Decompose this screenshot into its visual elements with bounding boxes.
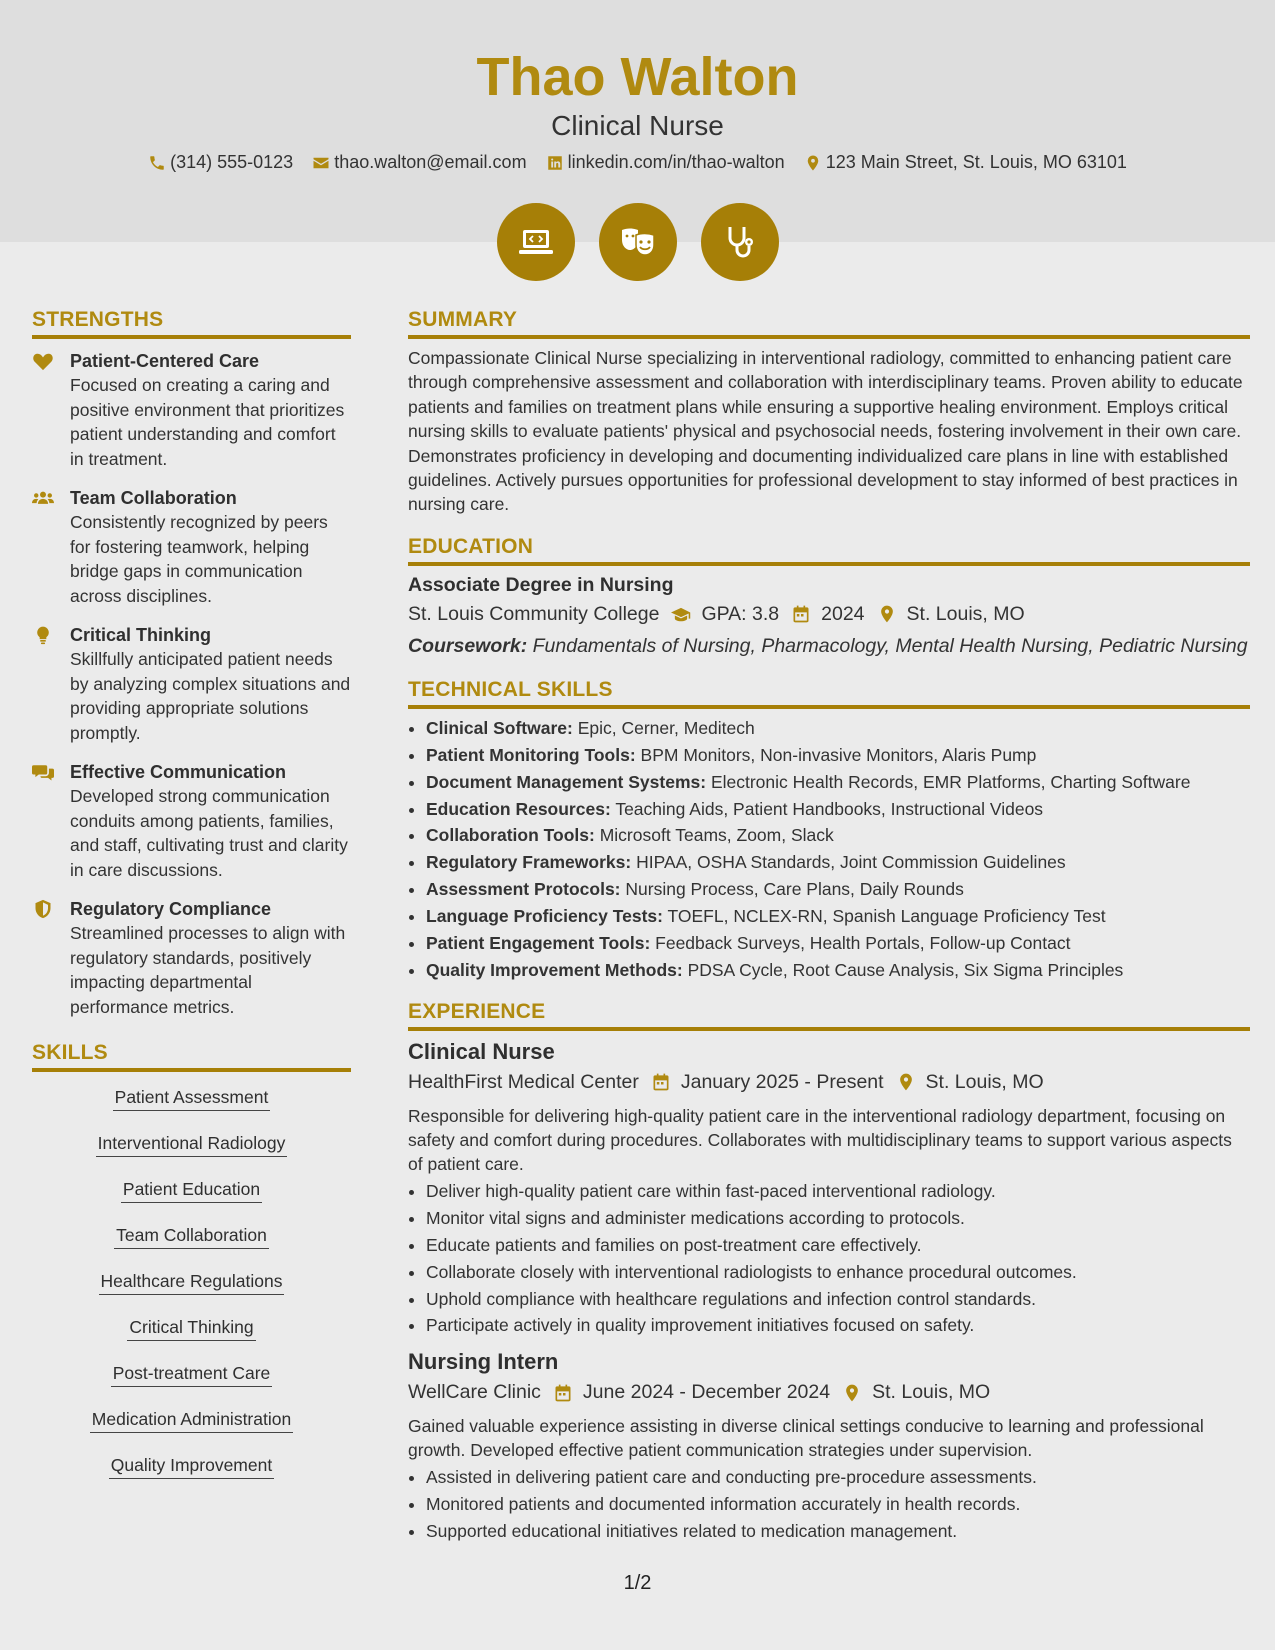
- job-bullets: [408, 1178, 1250, 1339]
- calendar-icon: [651, 1072, 671, 1092]
- summary-text: Compassionate Clinical Nurse specializing in interventional radiology, committed to enhancing patient care through comprehensive assessment and collaboration with interdisciplinary teams. Proven ability to educate patients and families on treatment plans while ensuring a supportive healing environment. Employs critical nursing skills to evaluate patients' physical and psychosocial needs, fostering involvement in their own care. Demonstrates proficiency in developing and documenting individualized care plans in line with established guidelines. Actively pursues opportunities for professional development to stay informed of best practices in nursing care.: [408, 348, 1243, 515]
- page-number: 1/2: [623, 1572, 652, 1594]
- strength-title: Patient-Centered Care: [70, 351, 260, 371]
- company-name: WellCare Clinic: [408, 1381, 541, 1404]
- strength-desc: Streamlined processes to align with regulatory standards, positively impacting departmental performance metrics.: [70, 923, 346, 1017]
- users-icon: [32, 488, 54, 508]
- tech-skill-item: • Document Management Systems: Electronic Health Records, EMR Platforms, Charting Software: [426, 769, 1250, 796]
- skills-heading: SKILLS: [32, 1041, 351, 1072]
- tech-skill-item: • Education Resources: Teaching Aids, Patient Handbooks, Instructional Videos: [426, 796, 1250, 823]
- envelope-icon: [312, 154, 330, 172]
- job-location: St. Louis, MO: [872, 1381, 991, 1404]
- skill-item: Medication Administration: [90, 1408, 293, 1433]
- calendar-icon: [553, 1383, 573, 1403]
- degree-title: Associate Degree in Nursing: [408, 573, 674, 596]
- gpa-text: GPA: 3.8: [701, 602, 780, 625]
- job-meta: [408, 1381, 1250, 1404]
- skills-list: [32, 1086, 351, 1479]
- tech-skill-item: • Regulatory Frameworks: HIPAA, OSHA Standards, Joint Commission Guidelines: [426, 849, 1250, 876]
- strength-item: [32, 623, 351, 745]
- job-title: Nursing Intern: [408, 1349, 559, 1375]
- map-marker-icon: [804, 154, 822, 172]
- linkedin-text: linkedin.com/in/thao-walton: [567, 152, 785, 172]
- job-bullet: • Participate actively in quality improvement initiatives focused on safety.: [426, 1312, 1250, 1339]
- strength-title: Critical Thinking: [70, 625, 212, 645]
- education-heading: EDUCATION: [408, 535, 1250, 566]
- job-entry: [408, 1039, 1250, 1339]
- candidate-title: Clinical Nurse: [551, 110, 724, 141]
- job-title: Clinical Nurse: [408, 1038, 555, 1064]
- education-meta: [408, 603, 1250, 626]
- map-marker-icon: [896, 1072, 916, 1092]
- skill-item: Patient Education: [121, 1178, 262, 1203]
- job-bullet: • Collaborate closely with interventional radiologists to enhance procedural outcomes.: [426, 1259, 1250, 1286]
- graduation-year: 2024: [821, 602, 865, 625]
- job-bullet: • Uphold compliance with healthcare regulations and infection control standards.: [426, 1286, 1250, 1313]
- job-bullets: [408, 1464, 1250, 1545]
- strength-desc: Developed strong communication conduits among patients, families, and staff, cultivating trust and clarity in care discussions.: [70, 786, 348, 880]
- stethoscope-icon: [701, 203, 779, 281]
- coursework: [408, 634, 1250, 658]
- contact-phone[interactable]: [148, 152, 293, 173]
- job-dates: June 2024 - December 2024: [582, 1381, 831, 1404]
- strength-item: [32, 760, 351, 882]
- tech-skill-item: • Patient Monitoring Tools: BPM Monitors, Non-invasive Monitors, Alaris Pump: [426, 742, 1250, 769]
- phone-text: (314) 555-0123: [170, 152, 294, 172]
- laptop-code-icon: [497, 203, 575, 281]
- tech-skill-item: • Quality Improvement Methods: PDSA Cycle, Root Cause Analysis, Six Sigma Principles: [426, 957, 1250, 984]
- job-dates: January 2025 - Present: [680, 1070, 884, 1093]
- job-location: St. Louis, MO: [925, 1070, 1044, 1093]
- technical-skills-heading: TECHNICAL SKILLS: [408, 678, 1250, 709]
- tech-skill-item: • Assessment Protocols: Nursing Process, Care Plans, Daily Rounds: [426, 876, 1250, 903]
- job-entry: [408, 1349, 1250, 1545]
- right-column: [408, 308, 1250, 1545]
- summary-heading: SUMMARY: [408, 308, 1250, 339]
- company-name: HealthFirst Medical Center: [408, 1070, 639, 1093]
- coursework-label: Coursework:: [408, 634, 528, 657]
- calendar-icon: [791, 604, 811, 624]
- strength-item: [32, 349, 351, 471]
- theater-masks-icon: [599, 203, 677, 281]
- job-bullet: • Monitored patients and documented information accurately in health records.: [426, 1491, 1250, 1518]
- job-description: Gained valuable experience assisting in diverse clinical settings conducive to learning and professional growth. Developed effective patient communication strategies under supervision.: [408, 1416, 1204, 1461]
- tech-skill-item: • Clinical Software: Epic, Cerner, Meditech: [426, 715, 1250, 742]
- strength-title: Regulatory Compliance: [70, 899, 272, 919]
- job-bullet: • Monitor vital signs and administer medications according to protocols.: [426, 1205, 1250, 1232]
- job-description: Responsible for delivering high-quality patient care in the interventional radiology department, focusing on safety and comfort during procedures. Collaborates with multidisciplinary teams to support various aspects of patient care.: [408, 1105, 1232, 1174]
- skill-item: Critical Thinking: [127, 1316, 255, 1341]
- shield-icon: [32, 899, 54, 919]
- skill-item: Patient Assessment: [113, 1086, 271, 1111]
- skill-item: Team Collaboration: [114, 1224, 269, 1249]
- skill-item: Quality Improvement: [109, 1454, 274, 1479]
- strength-desc: Skillfully anticipated patient needs by analyzing complex situations and providing appropriate solutions promptly.: [70, 649, 351, 743]
- strength-item: [32, 486, 351, 608]
- technical-skills-list: [408, 715, 1250, 984]
- strength-desc: Consistently recognized by peers for fostering teamwork, helping bridge gaps in communication across disciplines.: [70, 512, 328, 606]
- linkedin-icon: [546, 154, 564, 172]
- skill-item: Healthcare Regulations: [99, 1270, 285, 1295]
- badge-row: [0, 203, 1275, 281]
- skill-item: Interventional Radiology: [96, 1132, 288, 1157]
- candidate-name: Thao Walton: [476, 47, 799, 107]
- job-bullet: • Educate patients and families on post-treatment care effectively.: [426, 1232, 1250, 1259]
- education-location: St. Louis, MO: [906, 602, 1025, 625]
- map-marker-icon: [877, 604, 897, 624]
- coursework-text: Fundamentals of Nursing, Pharmacology, Mental Health Nursing, Pediatric Nursing: [532, 634, 1248, 657]
- address-text: 123 Main Street, St. Louis, MO 63101: [825, 152, 1127, 172]
- contact-linkedin[interactable]: [546, 152, 785, 173]
- lightbulb-icon: [32, 625, 54, 645]
- map-marker-icon: [842, 1383, 862, 1403]
- strength-title: Team Collaboration: [70, 488, 237, 508]
- school-name: St. Louis Community College: [408, 602, 660, 625]
- strength-title: Effective Communication: [70, 762, 287, 782]
- tech-skill-item: • Collaboration Tools: Microsoft Teams, Zoom, Slack: [426, 822, 1250, 849]
- job-meta: [408, 1071, 1250, 1094]
- contact-email[interactable]: [312, 152, 526, 173]
- heart-icon: [32, 351, 54, 371]
- experience-heading: EXPERIENCE: [408, 1000, 1250, 1031]
- contact-bar: [0, 152, 1275, 177]
- left-column: [32, 308, 351, 1500]
- skill-item: Post-treatment Care: [111, 1362, 273, 1387]
- phone-icon: [148, 154, 166, 172]
- tech-skill-item: • Patient Engagement Tools: Feedback Surveys, Health Portals, Follow-up Contact: [426, 930, 1250, 957]
- job-bullet: • Supported educational initiatives related to medication management.: [426, 1518, 1250, 1545]
- strengths-heading: STRENGTHS: [32, 308, 351, 339]
- contact-address: [804, 152, 1127, 173]
- job-bullet: • Assisted in delivering patient care and conducting pre-procedure assessments.: [426, 1464, 1250, 1491]
- strength-item: [32, 897, 351, 1019]
- graduation-cap-icon: [671, 604, 691, 624]
- job-bullet: • Deliver high-quality patient care within fast-paced interventional radiology.: [426, 1178, 1250, 1205]
- tech-skill-item: • Language Proficiency Tests: TOEFL, NCLEX-RN, Spanish Language Proficiency Test: [426, 903, 1250, 930]
- strength-desc: Focused on creating a caring and positive environment that prioritizes patient understanding and comfort in treatment.: [70, 375, 345, 469]
- email-text: thao.walton@email.com: [334, 152, 527, 172]
- comments-icon: [32, 762, 54, 782]
